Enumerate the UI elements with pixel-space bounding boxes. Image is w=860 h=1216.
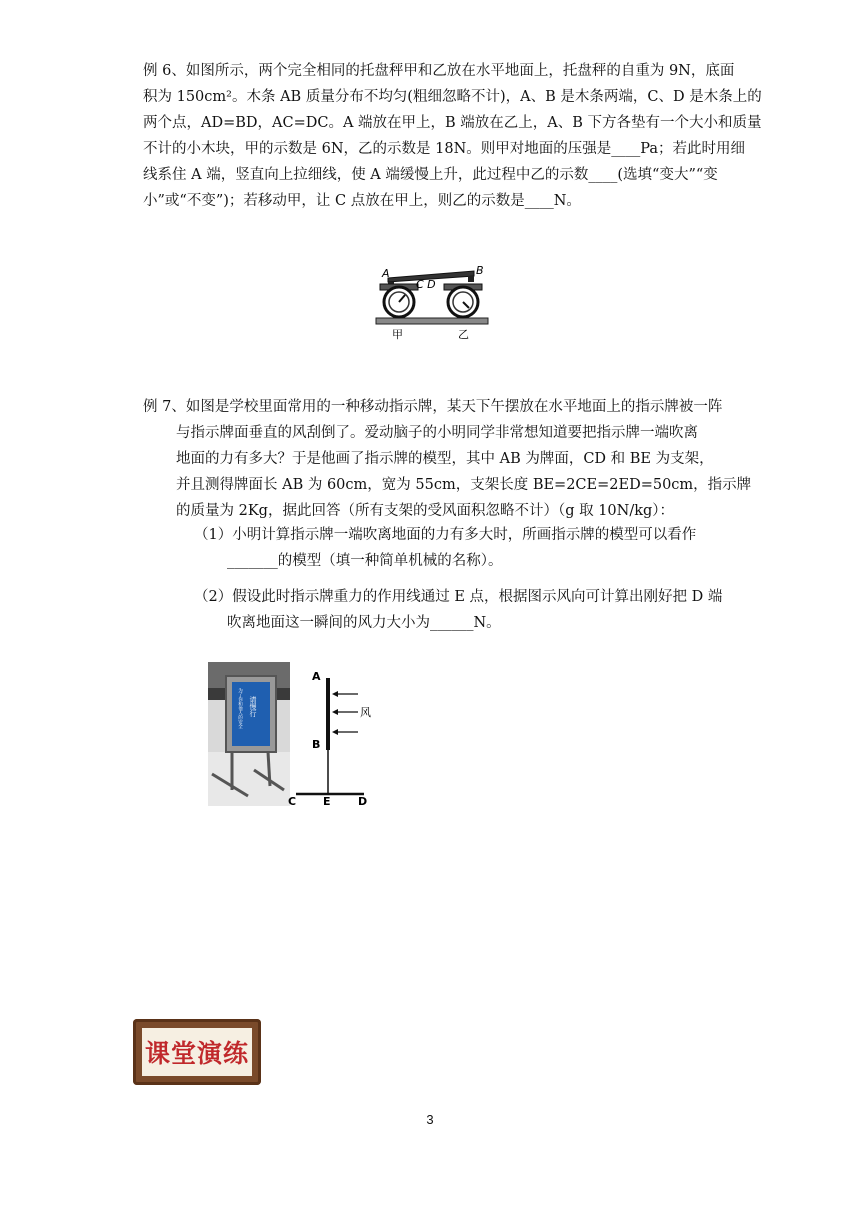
ex6-line-6: 小”或“不变”)；若移动甲，让 C 点放在甲上，则乙的示数是____N。 (143, 193, 581, 209)
sign-model-diagram (288, 664, 384, 808)
label-a7: A (312, 670, 321, 683)
ex6-line-5: 线系住 A 端，竖直向上拉细线，使 A 端缓慢上升，此过程中乙的示数____(选填“变大”“变 (143, 167, 718, 183)
label-c7: C (288, 795, 297, 808)
ex7-line-1: 例 7、如图是学校里面常用的一种移动指示牌，某天下午摆放在水平地面上的指示牌被一阵 (143, 399, 723, 415)
example-7-body (176, 420, 751, 524)
ex7-line-4: 并且测得牌面长 AB 为 60cm，宽为 55cm，支架长度 BE=2CE=2ED=50cm，指示牌 (176, 477, 752, 493)
ex7-line-5: 的质量为 2Kg，据此回答（所有支架的受风面积忽略不计）（g 取 10N/kg）： (176, 503, 675, 519)
ex7-line-3: 地面的力有多大？于是他画了指示牌的模型，其中 AB 为牌面，CD 和 BE 为支架， (176, 451, 714, 467)
label-jia: 甲 (392, 328, 403, 341)
page-number: 3 (426, 1112, 434, 1127)
ex6-line-1: 例 6、如图所示，两个完全相同的托盘秤甲和乙放在水平地面上，托盘秤的自重为 9N，底面 (143, 63, 735, 79)
scales-figure (374, 262, 490, 342)
sign-text-1: 请慢行 (249, 696, 257, 717)
sign-text-2: 为了你和他人的安全 (237, 688, 243, 729)
label-e7: E (323, 795, 331, 808)
question-2-cont (227, 610, 501, 636)
label-b7: B (312, 738, 321, 751)
question-1-cont (227, 548, 503, 574)
example-7-text (143, 394, 722, 420)
ex7-line-2: 与指示牌面垂直的风刮倒了。爱动脑子的小明同学非常想知道要把指示牌一端吹离 (176, 425, 698, 441)
example-6-text (143, 58, 762, 214)
label-d7: D (358, 795, 368, 808)
q1-line-2: _______的模型（填一种简单机械的名称）。 (227, 553, 503, 569)
sign-photo (208, 662, 290, 806)
section-label: 课堂演练 (142, 1028, 252, 1076)
question-1 (194, 522, 696, 548)
q1-line-1: （1）小明计算指示牌一端吹离地面的力有多大时，所画指示牌的模型可以看作 (194, 527, 697, 543)
label-wind: 风 (360, 706, 371, 719)
section-label-frame (133, 1019, 261, 1085)
label-yi: 乙 (458, 328, 469, 341)
ex6-line-3: 两个点，AD=BD，AC=DC。A 端放在甲上，B 端放在乙上，A、B 下方各垫有一个大小和质量 (143, 115, 762, 131)
label-cd: C D (416, 278, 436, 291)
ex6-line-2: 积为 150cm²。木条 AB 质量分布不均匀(粗细忽略不计)，A、B 是木条两端，C、D 是木条上的 (143, 89, 762, 105)
ex6-line-4: 不计的小木块，甲的示数是 6N，乙的示数是 18N。则甲对地面的压强是____Pa；若此时用细 (143, 141, 746, 157)
question-2 (194, 584, 722, 610)
label-b: B (476, 264, 484, 277)
q2-line-2: 吹离地面这一瞬间的风力大小为______N。 (227, 615, 501, 631)
q2-line-1: （2）假设此时指示牌重力的作用线通过 E 点，根据图示风向可计算出刚好把 D 端 (194, 589, 723, 605)
label-a: A (382, 267, 390, 280)
